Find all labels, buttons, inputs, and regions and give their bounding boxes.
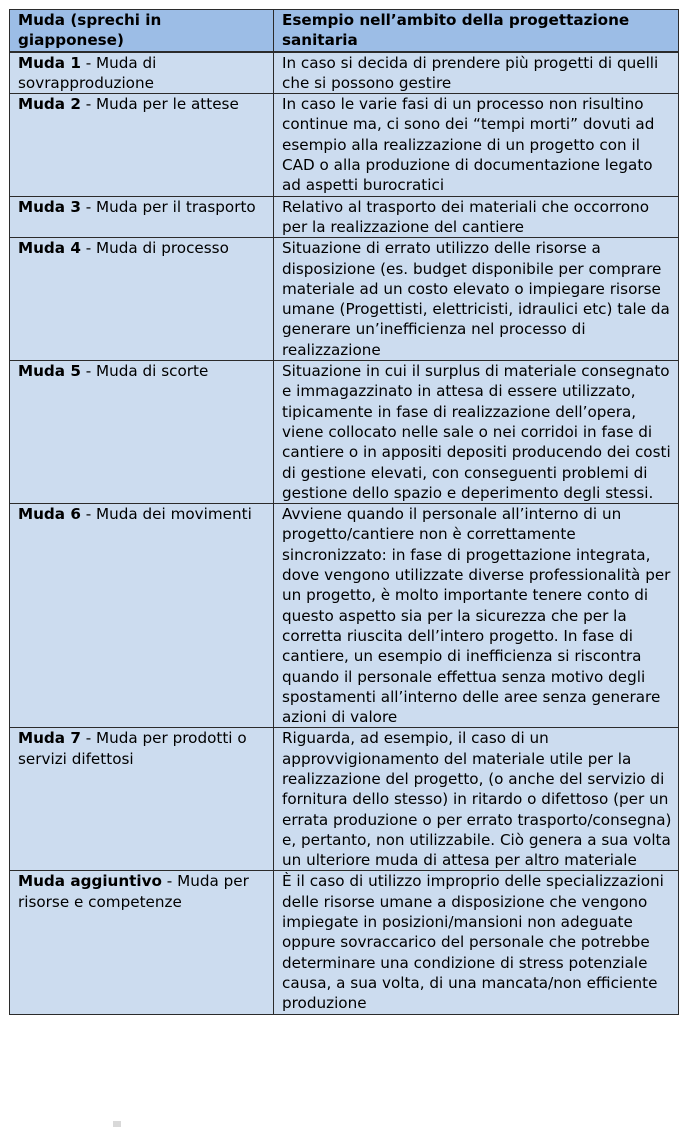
header-muda: Muda (sprechi in giapponese) (10, 10, 274, 52)
example-cell: È il caso di utilizzo improprio delle specializzazioni delle risorse umane a disposizione che vengono impiegate in posizioni/mansioni non adeguate oppure sovraccarico del personale che potrebbe determinare una condizione di stress potenziale causa, a sua volta, di una mancata/non efficiente produzione (274, 871, 679, 1014)
muda-cell (10, 361, 274, 504)
muda-name: Muda 1 (18, 53, 81, 72)
muda-name: Muda 3 (18, 197, 81, 216)
muda-name: Muda 4 (18, 239, 81, 258)
muda-name: Muda 5 (18, 362, 81, 381)
muda-type: - Muda per prodotti o servizi difettosi (18, 729, 247, 768)
muda-type: - Muda di processo (80, 239, 229, 258)
muda-cell (10, 196, 274, 238)
document-page (9, 9, 678, 1015)
example-cell: Riguarda, ad esempio, il caso di un approvvigionamento del materiale utile per la realizzazione del progetto, (o anche del servizio di fornitura dello stesso) in ritardo o difettoso (per un errata produzione o per errato trasporto/consegna) e, pertanto, non utilizzabile. Ciò genera a sua volta un ulteriore muda di attesa per altro materiale (274, 728, 679, 871)
muda-type: - Muda di sovrapproduzione (18, 53, 157, 92)
table-row (10, 504, 679, 728)
muda-cell (10, 728, 274, 871)
example-cell: In caso si decida di prendere più progetti di quelli che si possono gestire (274, 52, 679, 94)
muda-cell (10, 871, 274, 1014)
muda-type: - Muda per le attese (80, 95, 239, 114)
table-row (10, 361, 679, 504)
example-cell: Situazione in cui il surplus di materiale consegnato e immagazzinato in attesa di essere utilizzato, tipicamente in fase di realizzazione dell’opera, viene collocato nelle sale o nei corridoi in fase di cantiere o in appositi depositi producendo dei costi di gestione elevati, con conseguenti problemi di gestione dello spazio e deperimento degli stessi. (274, 361, 679, 504)
example-cell: Relativo al trasporto dei materiali che occorrono per la realizzazione del cantiere (274, 196, 679, 238)
muda-name: Muda aggiuntivo (18, 872, 162, 891)
scroll-mark (113, 1121, 121, 1127)
table-row (10, 871, 679, 1014)
table-row (10, 94, 679, 196)
muda-cell (10, 94, 274, 196)
muda-table (9, 9, 679, 1015)
table-row (10, 196, 679, 238)
muda-type: - Muda per risorse e competenze (18, 872, 249, 911)
muda-cell (10, 238, 274, 361)
table-row (10, 52, 679, 94)
muda-name: Muda 7 (18, 729, 81, 748)
table-row (10, 728, 679, 871)
muda-type: - Muda di scorte (80, 362, 209, 381)
muda-type: - Muda per il trasporto (80, 197, 256, 216)
example-cell: Avviene quando il personale all’interno di un progetto/cantiere non è correttamente sincronizzato: in fase di progettazione integrata, dove vengono utilizzate diverse professionalità per un progetto, è molto importante tenere conto di questo aspetto sia per la sicurezza che per la corretta riuscita dell’intero progetto. In fase di cantiere, un esempio di inefficienza si riscontra quando il personale effettua senza motivo degli spostamenti all’interno delle aree senza generare azioni di valore (274, 504, 679, 728)
muda-cell (10, 52, 274, 94)
example-cell: Situazione di errato utilizzo delle risorse a disposizione (es. budget disponibile per comprare materiale ad un costo elevato o impiegare risorse umane (Progettisti, elettricisti, idraulici etc) tale da generare un’inefficienza nel processo di realizzazione (274, 238, 679, 361)
table-row (10, 238, 679, 361)
example-cell: In caso le varie fasi di un processo non risultino continue ma, ci sono dei “tempi morti” dovuti ad esempio alla realizzazione di un progetto con il CAD o alla produzione di documentazione legato ad aspetti burocratici (274, 94, 679, 196)
muda-name: Muda 6 (18, 505, 81, 524)
muda-name: Muda 2 (18, 95, 81, 114)
header-esempio: Esempio nell’ambito della progettazione sanitaria (274, 10, 679, 52)
table-header-row (10, 10, 679, 52)
muda-type: - Muda dei movimenti (80, 505, 252, 524)
muda-cell (10, 504, 274, 728)
